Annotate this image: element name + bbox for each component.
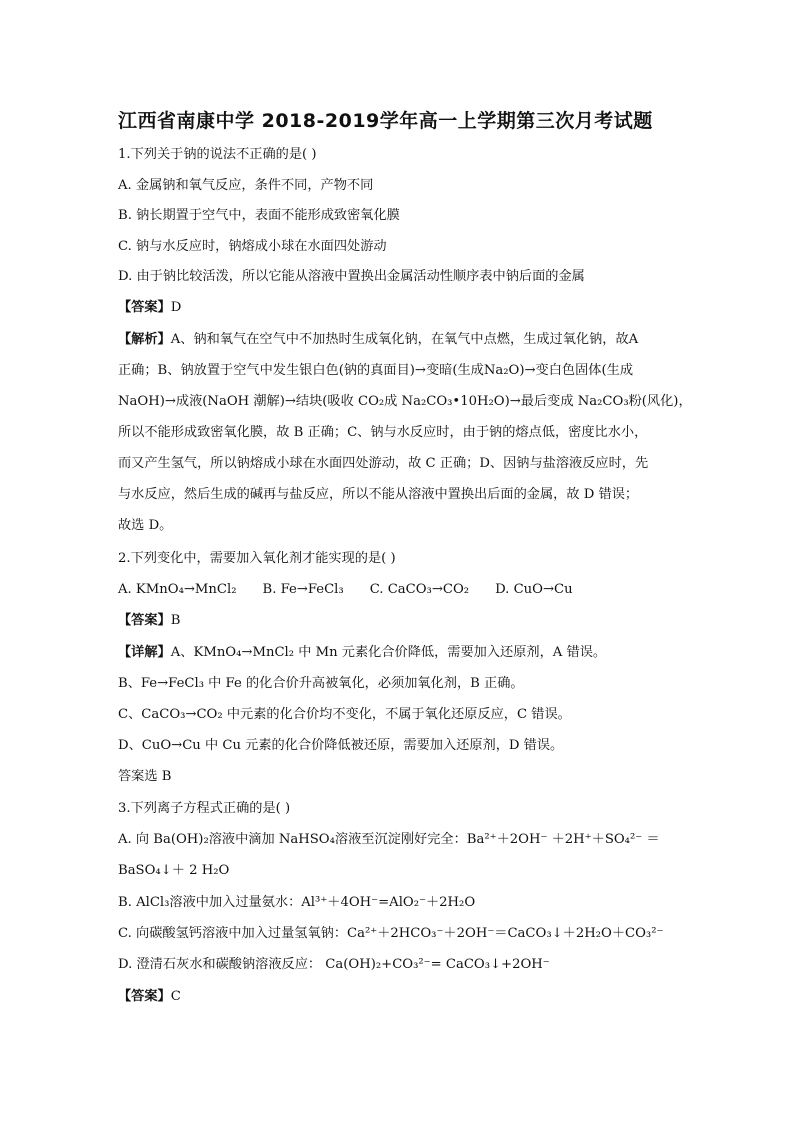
question-1-analysis-line-7: 故选 D。 — [118, 518, 173, 533]
question-1-analysis-line-2: 正确；B、钠放置于空气中发生银白色(钠的真面目)→变暗(生成Na₂O)→变白色固体(生成 — [118, 363, 634, 378]
question-1-stem: 1.下列关于钠的说法不正确的是( ) — [118, 147, 317, 162]
question-1-analysis-line-1 — [118, 330, 683, 350]
question-1-option-c: C. 钠与水反应时，钠熔成小球在水面四处游动 — [118, 239, 387, 254]
question-1-answer — [118, 298, 683, 318]
answer-tag: 【答案】 — [118, 613, 171, 628]
question-2-final-answer: 答案选 B — [118, 769, 172, 784]
question-2-detail-line-4: D、CuO→Cu 中 Cu 元素的化合价降低被还原，需要加入还原剂，D 错误。 — [118, 738, 564, 753]
detail-text: A、KMnO₄→MnCl₂ 中 Mn 元素化合价降低，需要加入还原剂，A 错误。 — [170, 645, 607, 660]
question-1-analysis-line-3: NaOH)→成液(NaOH 潮解)→结块(吸收 CO₂成 Na₂CO₃•10H₂O)→最后变成 Na₂CO₃粉(风化)， — [118, 394, 692, 409]
answer-value: B — [170, 613, 181, 628]
question-2-options — [118, 580, 683, 600]
analysis-tag: 【解析】 — [118, 332, 171, 347]
question-2-option-d: D. CuO→Cu — [495, 582, 573, 597]
question-2-detail-line-1 — [118, 643, 683, 663]
question-2-option-c: C. CaCO₃→CO₂ — [369, 582, 470, 597]
detail-tag: 【详解】 — [118, 645, 171, 660]
question-2-option-b: B. Fe→FeCl₃ — [262, 582, 344, 597]
question-3-option-d: D. 澄清石灰水和碳酸钠溶液反应： Ca(OH)₂+CO₃²⁻= CaCO₃↓+2OH⁻ — [118, 957, 550, 972]
question-2-stem: 2.下列变化中，需要加入氧化剂才能实现的是( ) — [118, 551, 396, 566]
page-title: 江西省南康中学 2018-2019学年高一上学期第三次月考试题 — [118, 110, 653, 132]
analysis-text: A、钠和氧气在空气中不加热时生成氧化钠，在氧气中点燃，生成过氧化钠，故A — [170, 332, 639, 347]
question-2-option-a: A. KMnO₄→MnCl₂ — [118, 582, 237, 597]
question-3-option-a: A. 向 Ba(OH)₂溶液中滴加 NaHSO₄溶液至沉淀刚好完全：Ba²⁺＋2OH⁻ ＋2H⁺＋SO₄²⁻ ＝ — [118, 832, 660, 847]
question-1-option-b: B. 钠长期置于空气中，表面不能形成致密氧化膜 — [118, 208, 400, 223]
question-1-analysis-line-6: 与水反应，然后生成的碱再与盐反应，所以不能从溶液中置换出后面的金属，故 D 错误； — [118, 487, 639, 502]
answer-value: C — [170, 989, 181, 1004]
question-2-detail-line-2: B、Fe→FeCl₃ 中 Fe 的化合价升高被氧化，必须加氧化剂，B 正确。 — [118, 676, 524, 691]
question-2-detail-line-3: C、CaCO₃→CO₂ 中元素的化合价均不变化，不属于氧化还原反应，C 错误。 — [118, 707, 571, 722]
question-3-option-a-continued: BaSO₄↓＋ 2 H₂O — [118, 863, 230, 878]
answer-value: D — [170, 300, 182, 315]
question-3-stem: 3.下列离子方程式正确的是( ) — [118, 801, 291, 816]
question-3-answer — [118, 987, 683, 1007]
question-3-option-c: C. 向碳酸氢钙溶液中加入过量氢氧钠：Ca²⁺＋2HCO₃⁻＋2OH⁻＝CaCO₃↓＋2H₂O＋CO₃²⁻ — [118, 926, 664, 941]
question-1-analysis-line-5: 而又产生氢气，所以钠熔成小球在水面四处游动，故 C 正确；D、因钠与盐溶液反应时，先 — [118, 456, 649, 471]
answer-tag: 【答案】 — [118, 989, 171, 1004]
question-1-option-d: D. 由于钠比较活泼，所以它能从溶液中置换出金属活动性顺序表中钠后面的金属 — [118, 269, 585, 284]
answer-tag: 【答案】 — [118, 300, 171, 315]
question-1-option-a: A. 金属钠和氧气反应，条件不同，产物不同 — [118, 178, 374, 193]
question-3-option-b: B. AlCl₃溶液中加入过量氨水：Al³⁺＋4OH⁻=AlO₂⁻＋2H₂O — [118, 895, 476, 910]
question-1-analysis-line-4: 所以不能形成致密氧化膜，故 B 正确；C、钠与水反应时，由于钠的熔点低，密度比水小， — [118, 425, 648, 440]
question-2-answer — [118, 611, 683, 631]
